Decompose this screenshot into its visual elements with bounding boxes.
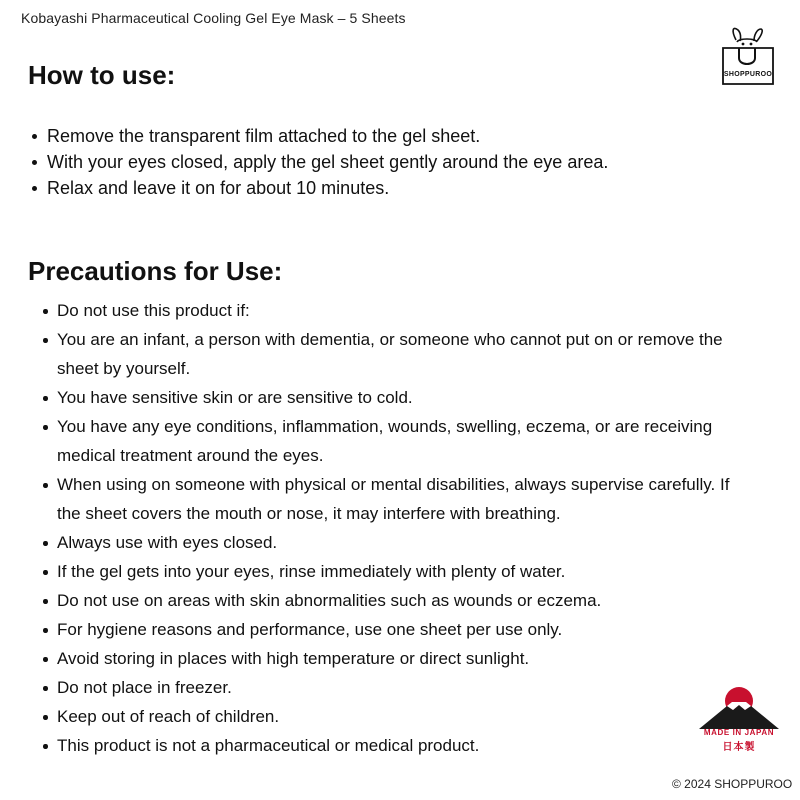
list-item: You have sensitive skin or are sensitive to cold. (57, 383, 737, 412)
mount-fuji-sun-icon (694, 684, 784, 730)
how-to-use-list (47, 123, 747, 201)
list-item: Remove the transparent film attached to the gel sheet. (47, 123, 747, 149)
how-to-use-title: How to use: (28, 60, 176, 90)
shoppuroo-logo (719, 26, 777, 86)
list-item: You are an infant, a person with dementia, or someone who cannot put on or remove the sheet by yourself. (57, 325, 737, 383)
list-item: Keep out of reach of children. (57, 702, 737, 731)
list-item: If the gel gets into your eyes, rinse immediately with plenty of water. (57, 557, 737, 586)
list-item: When using on someone with physical or mental disabilities, always supervise carefully. If the sheet covers the mouth or nose, it may interfere with breathing. (57, 470, 737, 528)
list-item: Avoid storing in places with high temperature or direct sunlight. (57, 644, 737, 673)
logo-text: SHOPPUROO (723, 71, 773, 78)
list-item: Always use with eyes closed. (57, 528, 737, 557)
made-in-japan-badge (694, 684, 784, 754)
list-item: With your eyes closed, apply the gel sheet gently around the eye area. (47, 149, 747, 175)
list-item: This product is not a pharmaceutical or medical product. (57, 731, 737, 760)
precautions-list (57, 296, 737, 760)
copyright: © 2024 SHOPPUROO (672, 777, 793, 791)
list-item: Relax and leave it on for about 10 minutes. (47, 175, 747, 201)
badge-text: MADE IN JAPAN (703, 728, 775, 737)
list-item: Do not use on areas with skin abnormalities such as wounds or eczema. (57, 586, 737, 615)
product-title: Kobayashi Pharmaceutical Cooling Gel Eye Mask – 5 Sheets (21, 10, 406, 26)
list-item: Do not place in freezer. (57, 673, 737, 702)
list-item: Do not use this product if: (57, 296, 737, 325)
list-item: For hygiene reasons and performance, use one sheet per use only. (57, 615, 737, 644)
badge-text-jp: 日本製 (722, 742, 756, 753)
precautions-title: Precautions for Use: (28, 256, 283, 286)
list-item: You have any eye conditions, inflammation, wounds, swelling, eczema, or are receiving medical treatment around the eyes. (57, 412, 737, 470)
